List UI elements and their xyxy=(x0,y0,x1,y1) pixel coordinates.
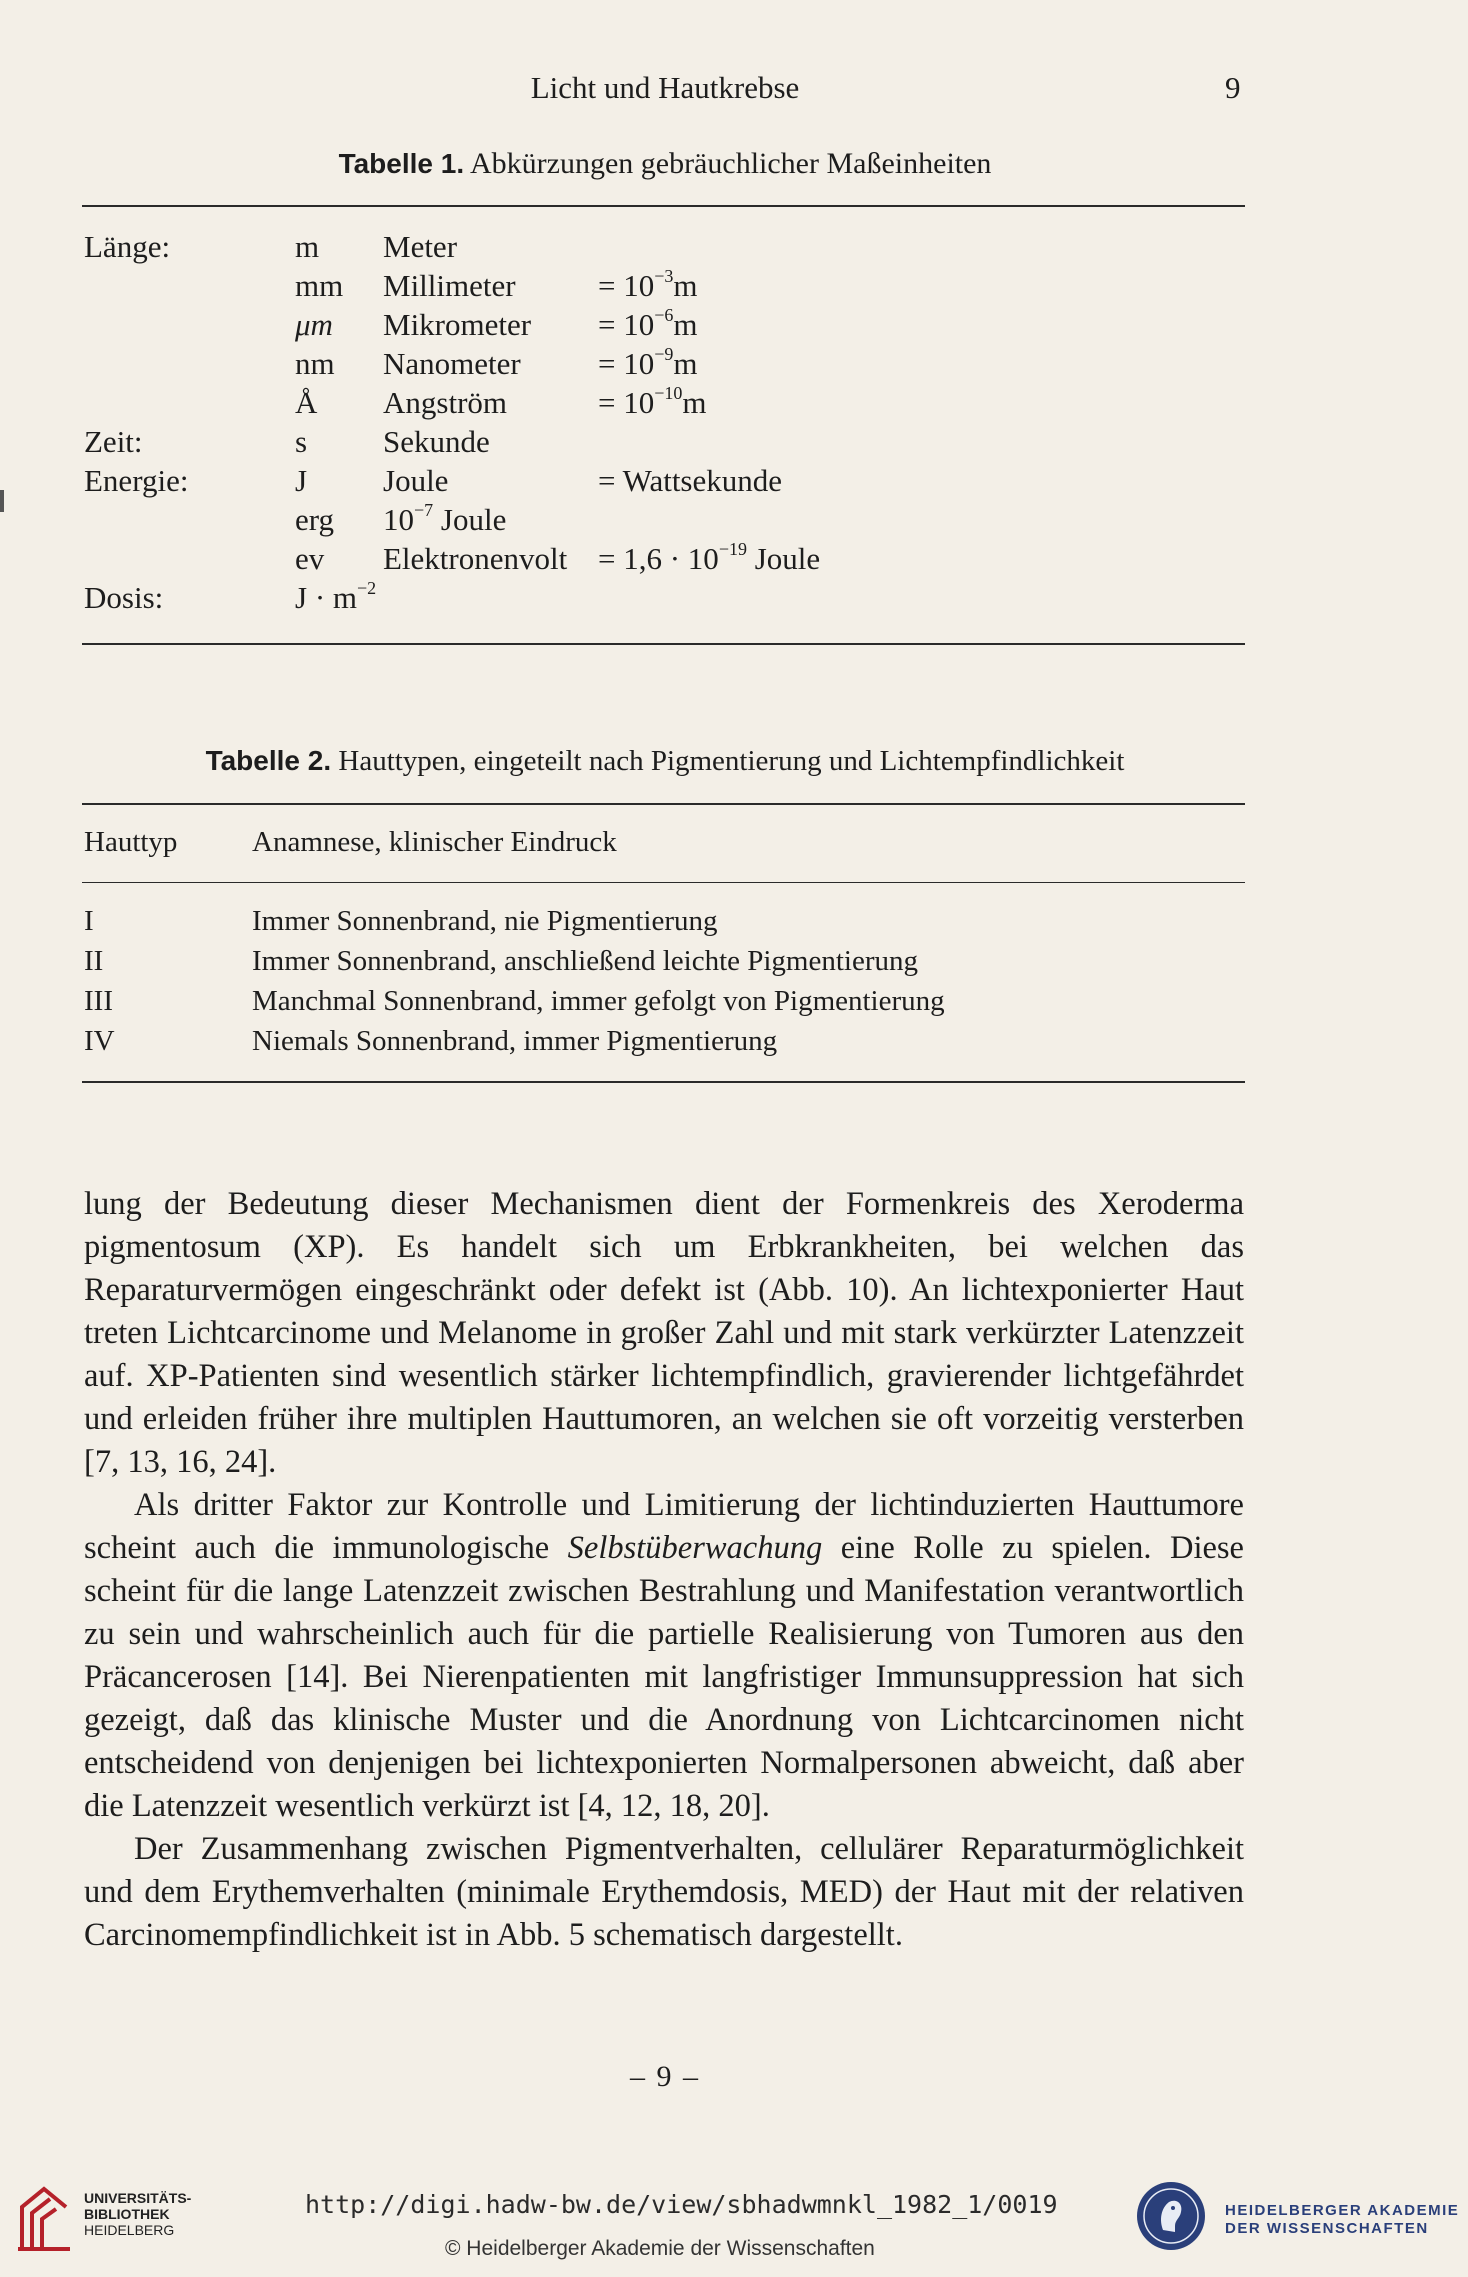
cell-value xyxy=(598,304,698,343)
cell-abbr: Å xyxy=(295,385,318,420)
value-base: = 10 xyxy=(598,268,655,303)
column-header: Hauttyp xyxy=(84,826,178,858)
value-unit: m xyxy=(673,268,698,303)
cell-abbr: s xyxy=(295,424,308,459)
cell-value xyxy=(598,343,698,382)
cell-name: Millimeter xyxy=(383,268,516,303)
paragraph: Der Zusammenhang zwischen Pigmentverhalten, cellulärer Reparaturmöglichkeit und dem Erythemverhalten (minimale Erythemdosis, MED) der Haut mit der relativen Carcinomempfindlichkeit ist in Abb. 5 schematisch dargestellt. xyxy=(84,1831,1244,1953)
name-base: 10 xyxy=(383,502,414,537)
table-row xyxy=(0,382,1468,425)
cell-value xyxy=(598,538,821,577)
cell-value: = Wattsekunde xyxy=(598,463,783,498)
cell-name: Joule xyxy=(383,463,449,498)
emphasis-term: Selbstüberwachung xyxy=(567,1530,823,1566)
table2-caption xyxy=(0,745,1330,778)
column-header: Anamnese, klinischer Eindruck xyxy=(252,826,617,858)
library-name-line: HEIDELBERG xyxy=(84,2222,175,2238)
value-base: = 10 xyxy=(598,307,655,342)
cell-skin-type: II xyxy=(84,945,104,977)
copyright-notice: © Heidelberger Akademie der Wissenschaften xyxy=(445,2237,875,2260)
abbr-exponent: −2 xyxy=(357,577,377,598)
cell-abbr: J xyxy=(295,463,308,498)
body-text xyxy=(84,1183,1244,1957)
cell-abbr: erg xyxy=(295,502,335,537)
cell-name: Sekunde xyxy=(383,424,490,459)
cell-description: Immer Sonnenbrand, nie Pigmentierung xyxy=(252,905,718,937)
paragraph xyxy=(84,1484,1244,1828)
table-row xyxy=(0,343,1468,386)
academy-name-line: DER WISSENSCHAFTEN xyxy=(1225,2220,1429,2237)
academy-seal-icon xyxy=(1135,2180,1207,2252)
value-base: = 10 xyxy=(598,385,655,420)
table2-caption-label: Tabelle 2. xyxy=(205,745,332,776)
header-page-number: 9 xyxy=(1225,70,1241,105)
cell-name: Meter xyxy=(383,229,458,264)
value-exponent: −9 xyxy=(654,343,674,364)
table-row xyxy=(0,229,1468,269)
table1-caption xyxy=(0,147,1330,181)
cell-name: Nanometer xyxy=(383,346,521,381)
cell-name: Angström xyxy=(383,385,507,420)
cell-abbr: nm xyxy=(295,346,335,381)
cell-abbr: ev xyxy=(295,541,325,576)
name-exponent: −7 xyxy=(414,499,434,520)
table2-header-rule xyxy=(82,882,1245,883)
value-exponent: −6 xyxy=(654,304,674,325)
value-exponent: −3 xyxy=(654,265,674,286)
cell-category: Energie: xyxy=(84,463,189,498)
table1-top-rule xyxy=(82,205,1245,207)
cell-name: Elektronenvolt xyxy=(383,541,568,576)
library-name-line: BIBLIOTHEK xyxy=(84,2206,170,2222)
source-url-link[interactable]: http://digi.hadw-bw.de/view/sbhadwmnkl_1982_1/0019 xyxy=(305,2190,1058,2219)
cell-skin-type: III xyxy=(84,985,113,1017)
table-row xyxy=(0,304,1468,347)
value-unit: m xyxy=(682,385,707,420)
cell-category: Dosis: xyxy=(84,580,164,615)
paragraph: lung der Bedeutung dieser Mechanismen dient der Formenkreis des Xeroderma pigmentosum (XP). Es handelt sich um Erbkrankheiten, bei welchen das Reparaturvermögen eingeschränkt oder defekt ist (Abb. 10). An lichtexponierter Haut treten Lichtcarcinome und Melanome in großer Zahl und mit stark verkürzter Latenzzeit auf. XP-Patienten sind wesentlich stärker lichtempfindlich, gravierender lichtgefährdet und erleiden früher ihre multiplen Hauttumoren, an welchen sie oft vorzeitig versterben [7, 13, 16, 24]. xyxy=(84,1186,1244,1480)
cell-value xyxy=(598,265,698,304)
cell-abbr: μm xyxy=(295,307,333,342)
running-title: Licht und Hautkrebse xyxy=(530,70,800,105)
name-unit: Joule xyxy=(433,502,507,537)
cell-abbr xyxy=(295,577,377,616)
cell-category: Länge: xyxy=(84,229,171,264)
table-row xyxy=(0,538,1468,581)
value-base: = 10 xyxy=(598,346,655,381)
cell-skin-type: IV xyxy=(84,1025,115,1057)
table1-caption-text: Abkürzungen gebräuchlicher Maßeinheiten xyxy=(469,147,992,180)
paragraph-text: Als dritter Faktor zur Kontrolle und Limitierung der lichtinduzierten Hauttumore scheint auch die immunologische xyxy=(84,1487,1244,1566)
academy-name xyxy=(1225,2202,1459,2238)
table-row xyxy=(0,577,1468,620)
table-row xyxy=(0,463,1468,503)
abbr-base: J · m xyxy=(295,580,357,615)
cell-category: Zeit: xyxy=(84,424,143,459)
cell-abbr: mm xyxy=(295,268,344,303)
table2-top-rule xyxy=(82,803,1245,805)
value-base: = 1,6 · 10 xyxy=(598,541,719,576)
cell-value xyxy=(598,382,707,421)
value-exponent: −10 xyxy=(654,382,683,403)
cell-description: Immer Sonnenbrand, anschließend leichte Pigmentierung xyxy=(252,945,919,977)
table1-bottom-rule xyxy=(82,643,1245,645)
academy-name-line: HEIDELBERGER AKADEMIE xyxy=(1225,2202,1460,2219)
table2-caption-text: Hauttypen, eingeteilt nach Pigmentierung und Lichtempfindlichkeit xyxy=(338,745,1125,777)
cell-name: Mikrometer xyxy=(383,307,532,342)
value-unit: Joule xyxy=(746,541,821,576)
cell-description: Manchmal Sonnenbrand, immer gefolgt von Pigmentierung xyxy=(252,985,945,1017)
page-folio: – 9 – xyxy=(630,2060,700,2093)
cell-name xyxy=(383,499,507,538)
cell-abbr: m xyxy=(295,229,320,264)
cell-skin-type: I xyxy=(84,905,94,937)
library-name xyxy=(84,2190,191,2238)
cell-description: Niemals Sonnenbrand, immer Pigmentierung xyxy=(252,1025,778,1057)
table2-bottom-rule xyxy=(82,1081,1245,1083)
value-unit: m xyxy=(673,346,698,381)
table1-caption-label: Tabelle 1. xyxy=(338,148,465,179)
table-row xyxy=(0,424,1468,464)
paragraph-text: eine Rolle zu spielen. Diese scheint für die lange Latenzzeit zwischen Bestrahlung und Manifestation verantwortlich zu sein und wahrscheinlich auch für die partielle Realisierung von Tumoren aus den Präcancerosen [14]. Bei Nierenpatienten mit langfristiger Immunsuppression hat sich gezeigt, daß das klinische Muster und die Anordnung von Lichtcarcinomen nicht entscheidend von denjenigen bei lichtexponierten Normalpersonen abweicht, daß aber die Latenzzeit wesentlich verkürzt ist [4, 12, 18, 20]. xyxy=(84,1530,1244,1824)
table-row xyxy=(0,499,1468,542)
table-row xyxy=(0,265,1468,308)
value-unit: m xyxy=(673,307,698,342)
ub-heidelberg-logo-icon xyxy=(14,2183,74,2255)
value-exponent: −19 xyxy=(718,538,747,559)
library-name-line: UNIVERSITÄTS- xyxy=(84,2190,192,2206)
